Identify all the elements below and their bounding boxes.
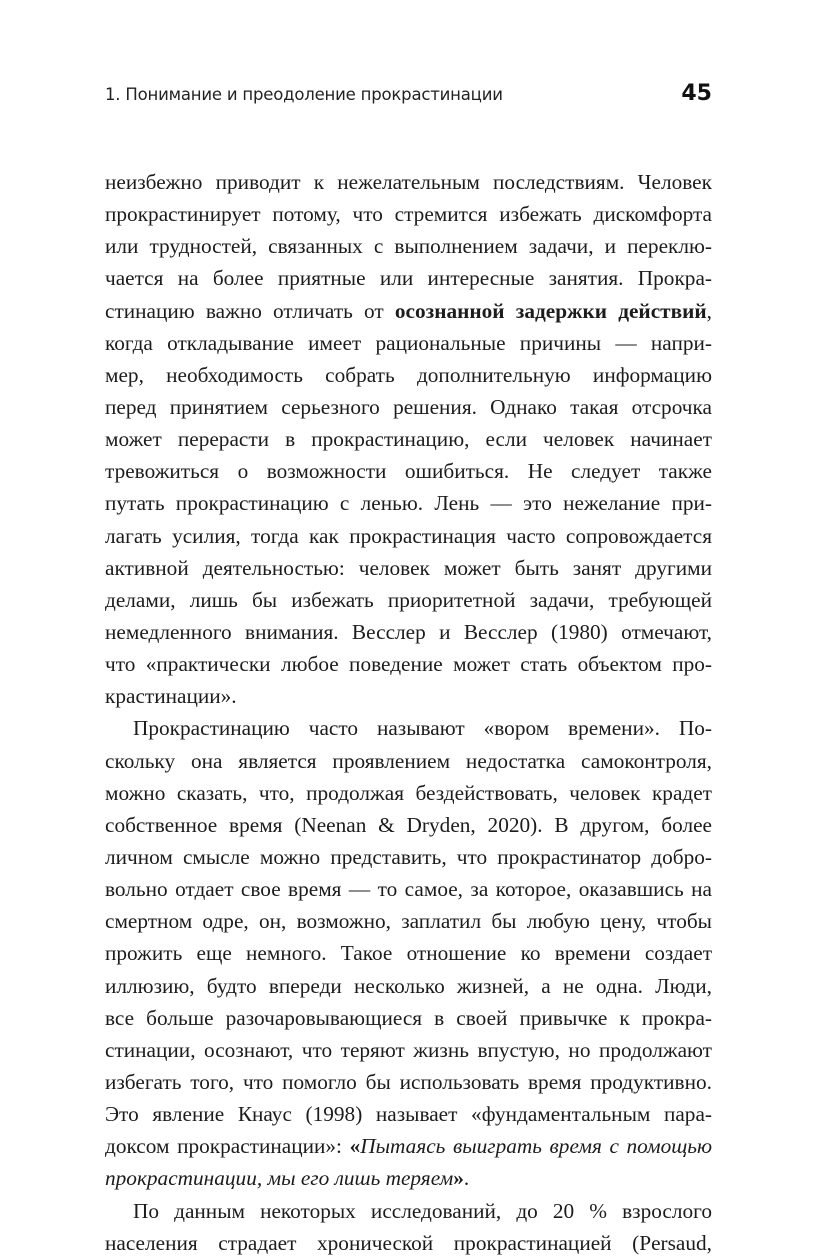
- text-line: или трудностей, связанных с выполнением задачи, и переклю-: [105, 234, 712, 259]
- text-line: смертном одре, он, возможно, заплатил бы любую цену, чтобы: [105, 909, 712, 934]
- page-number: 45: [681, 81, 712, 106]
- bold-term: осознанной задержки действий: [394, 298, 707, 323]
- text-line: Это явление Кнаус (1998) называет «фундаментальным пара-: [105, 1102, 712, 1127]
- italic-quote: Пытаясь выиграть время с помощью: [360, 1134, 712, 1159]
- text-run: стинацию важно отличать от: [105, 298, 395, 323]
- quote-close: »: [453, 1166, 464, 1191]
- text-line: Прокрастинацию часто называют «вором времени». По-: [133, 716, 712, 741]
- quote-open: «: [349, 1134, 361, 1159]
- italic-quote: прокрастинации, мы его лишь теряем: [105, 1166, 454, 1191]
- text-line: [105, 1130, 712, 1162]
- text-run: .: [463, 1166, 470, 1191]
- text-line: когда откладывание имеет рациональные причины — напри-: [105, 330, 712, 355]
- text-line: активной деятельностью: человек может быть занят другими: [105, 555, 712, 580]
- text-line: скольку она является проявлением недостатка самоконтроля,: [105, 748, 712, 773]
- text-line: путать прокрастинацию с ленью. Лень — это нежелание при-: [105, 491, 712, 516]
- text-line: стинации, осознают, что теряют жизнь впустую, но продолжают: [105, 1037, 712, 1062]
- text-line: прокрастинирует потому, что стремится избежать дискомфорта: [105, 202, 712, 227]
- text-line: тревожиться о возможности ошибиться. Не следует также: [105, 459, 712, 484]
- text-line: избегать того, что помогло бы использовать время продуктивно.: [105, 1069, 712, 1094]
- text-line: [105, 295, 712, 327]
- text-line: населения страдает хронической прокрастинацией (Persaud,: [105, 1230, 712, 1255]
- text-line: иллюзию, будто впереди несколько жизней, а не одна. Люди,: [105, 973, 712, 998]
- text-line: что «практически любое поведение может стать объектом про-: [105, 652, 712, 677]
- text-line: неизбежно приводит к нежелательным последствиям. Человек: [105, 170, 712, 194]
- text-run: доксом прокрастинации»:: [105, 1134, 350, 1159]
- body-text: [105, 166, 712, 1259]
- running-head: [105, 81, 712, 113]
- text-line: собственное время (Neenan & Dryden, 2020). В другом, более: [105, 812, 712, 837]
- text-line: лагать усилия, тогда как прокрастинация часто сопровождается: [105, 523, 712, 548]
- text-line: все больше разочаровывающиеся в своей привычке к прокра-: [105, 1005, 712, 1030]
- text-line: чается на более приятные или интересные занятия. Прокра-: [105, 266, 712, 291]
- text-line: мер, необходимость собрать дополнительную информацию: [105, 362, 712, 387]
- text-line: может перерасти в прокрастинацию, если человек начинает: [105, 427, 712, 452]
- text-line: прожить еще немного. Такое отношение ко времени создает: [105, 941, 712, 966]
- text-line: перед принятием серьезного решения. Однако такая отсрочка: [105, 394, 712, 419]
- text-line: делами, лишь бы избежать приоритетной задачи, требующей: [105, 587, 712, 612]
- text-line: личном смысле можно представить, что прокрастинатор добро-: [105, 844, 712, 869]
- text-line: [105, 1162, 712, 1194]
- text-line: По данным некоторых исследований, до 20 % взрослого: [133, 1198, 712, 1223]
- text-line: вольно отдает свое время — то самое, за которое, оказавшись на: [105, 877, 712, 902]
- chapter-title: 1. Понимание и преодоление прокрастинации: [105, 85, 503, 104]
- text-line: крастинации».: [105, 684, 237, 709]
- text-line: немедленного внимания. Весслер и Весслер (1980) отмечают,: [105, 619, 712, 644]
- text-line: можно сказать, что, продолжая бездействовать, человек крадет: [105, 780, 712, 805]
- text-run: ,: [706, 298, 712, 323]
